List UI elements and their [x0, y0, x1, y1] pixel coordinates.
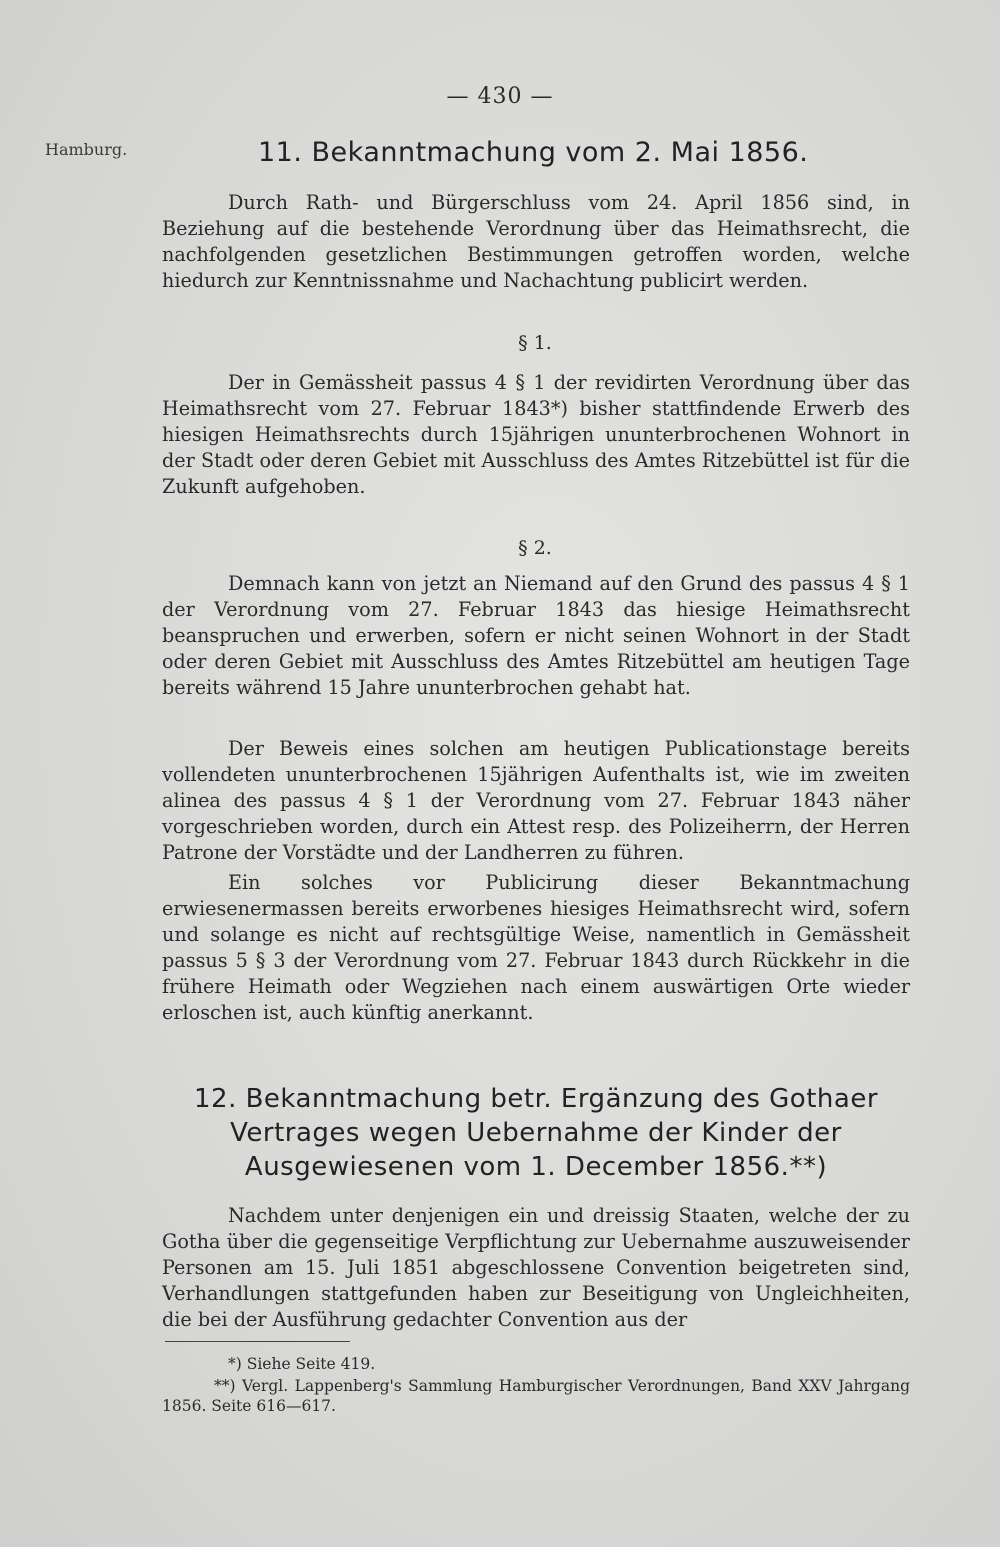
- section-12-text: Nachdem unter denjenigen ein und dreissig Staaten, welche der zu Gotha über die gegenseitige Verpflichtung zur Uebernahme auszuweisender Personen am 15. Juli 1851 abgeschlossene Convention beigetreten sind, Verhandlungen stattgefunden haben zur Beseitigung von Ungleichheiten, die bei der Ausführung gedachter Convention aus der: [162, 1204, 910, 1331]
- paragraph-2-text-1: Demnach kann von jetzt an Niemand auf den Grund des passus 4 § 1 der Verordnung vom 27. Februar 1843 das hiesige Heimathsrecht beanspruchen und erwerben, sofern er nicht seinen Wohnort in der Stadt oder deren Gebiet mit Ausschluss des Amtes Ritzebüttel am heutigen Tage bereits während 15 Jahre ununterbrochen gehabt hat.: [162, 572, 910, 699]
- margin-note: Hamburg.: [45, 140, 128, 159]
- footnote-divider: [165, 1341, 350, 1342]
- section-12-title: 12. Bekanntmachung betr. Ergänzung des Gothaer Vertrages wegen Uebernahme der Kinder der Ausgewiesenen vom 1. December 1856.**): [193, 1084, 879, 1182]
- paragraph-1-text: Der in Gemässheit passus 4 § 1 der revidirten Verordnung über das Heimathsrecht vom 27. Februar 1843*) bisher stattfindende Erwerb des hiesigen Heimathsrechts durch 15jährigen ununterbrochenen Wohnort in der Stadt oder deren Gebiet mit Ausschluss des Amtes Ritzebüttel ist für die Zukunft aufgehoben.: [162, 371, 910, 498]
- paragraph-1-sign: § 1.: [518, 332, 552, 354]
- paragraph-2-text-2: Der Beweis eines solchen am heutigen Publicationstage bereits vollendeten ununterbrochenen 15jährigen Aufenthalts ist, wie im zweiten alinea des passus 4 § 1 der Verordnung vom 27. Februar 1843 näher vorgeschrieben worden, durch ein Attest resp. des Polizeiherrn, der Herren Patrone der Vorstädte und der Landherren zu führen.: [162, 737, 910, 864]
- footnote-2: **) Vergl. Lappenberg's Sammlung Hamburgischer Verordnungen, Band XXV Jahrgang 1856. Seite 616—617.: [162, 1377, 910, 1415]
- paragraph-2-text-3: Ein solches vor Publicirung dieser Bekanntmachung erwiesenermassen bereits erworbenes hiesiges Heimathsrecht wird, sofern und solange es nicht auf rechtsgültige Weise, namentlich in Gemässheit passus 5 § 3 der Verordnung vom 27. Februar 1843 durch Rückkehr in die frühere Heimath oder Wegziehen nach einem auswärtigen Orte wieder erloschen ist, auch künftig anerkannt.: [162, 871, 910, 1024]
- page-number: — 430 —: [446, 84, 554, 109]
- paragraph-2-sign: § 2.: [518, 537, 552, 559]
- section-11-title: 11. Bekanntmachung vom 2. Mai 1856.: [258, 137, 809, 168]
- section-11-intro: Durch Rath- und Bürgerschluss vom 24. April 1856 sind, in Beziehung auf die bestehende Verordnung über das Heimathsrecht, die nachfolgenden gesetzlichen Bestimmungen getroffen worden, welche hiedurch zur Kenntnissnahme und Nachachtung publicirt werden.: [162, 191, 910, 292]
- footnote-1: *) Siehe Seite 419.: [228, 1355, 376, 1373]
